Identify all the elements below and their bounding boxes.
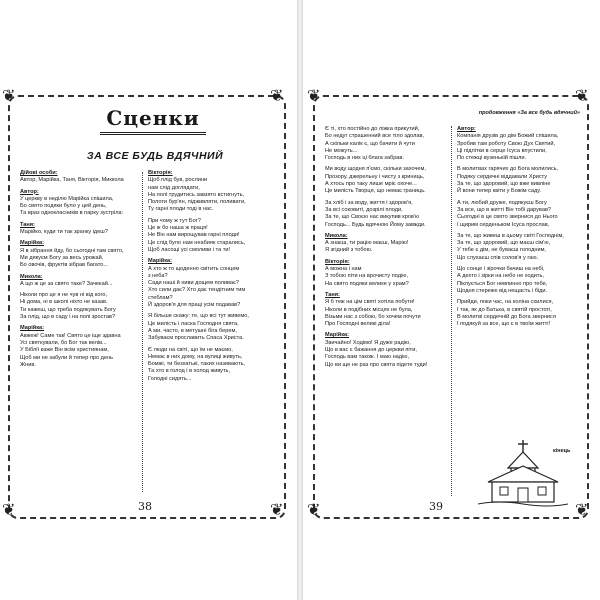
dialogue-block (148, 258, 276, 309)
speaker-name: Автор: (20, 188, 39, 195)
verse-line: Це слід було нам неабияк старались, (148, 239, 246, 246)
speaker-name: Микола: (20, 273, 43, 280)
verse-line: Прозору, джерельну і чисту з криниць, (325, 173, 425, 180)
dialogue-block (325, 166, 447, 195)
verse-line: Я б теж на цім святі хотіла побути! (325, 299, 415, 306)
column-divider (142, 172, 143, 492)
verse-line: У Біблії каже Він всім християнам, (20, 347, 109, 354)
verse-line: І подякуй за все, що є в твоїм житті! (457, 321, 551, 328)
dialogue-block (20, 325, 138, 369)
verse-line: Щоб ми не забули й тепер про день (20, 354, 114, 361)
verse-line: Ці підлітки в серце Ісуса впустили, (457, 147, 547, 154)
dialogue-block (20, 189, 138, 218)
verse-line: У тебе є дім, не буваєш голодним, (457, 247, 546, 254)
dialogue-block (325, 292, 447, 328)
verse-line: Ніколи в подібних місцях не була, (325, 306, 413, 313)
speaker-name: Марійка: (20, 325, 45, 332)
verse-line: Звичайно! Ходімо! Я дуже радію, (325, 339, 411, 346)
verse-line: При чому ж тут Бог? (148, 217, 201, 224)
verse-line: А можна і нам (325, 266, 362, 273)
verse-line: Голодні сидять... (148, 375, 192, 382)
verse-line: Забуваєм прославить Спаса Христа. (148, 335, 244, 342)
dialogue-block (148, 347, 276, 383)
dialogue-block (457, 233, 585, 262)
verse-line: В молитві сердечній до Бога звернися (457, 313, 556, 320)
verse-line: Що ви ще не раз про свята підете туди! (325, 361, 428, 368)
dialogue-block (20, 170, 138, 185)
dialogue-block (457, 126, 585, 162)
verse-line: Це милість і ласка Господня свята, (148, 320, 239, 327)
verse-line: Господь вам також. І маю надію, (325, 354, 410, 361)
corner-flourish-icon: ❦ (575, 500, 589, 519)
dialogue-block (457, 200, 585, 229)
verse-line: На свято подяки велике у храм? (325, 280, 409, 287)
dialogue-block (20, 292, 138, 321)
dialogue-block (20, 240, 138, 269)
dialogue-block (325, 200, 447, 229)
scene-subtitle: ЗА ВСЕ БУДЬ ВДЯЧНИЙ (86, 150, 224, 162)
verse-line: Не Він нам вирощував гарні плоди! (148, 232, 240, 239)
speaker-name: Вікторія: (325, 258, 350, 265)
verse-line: А що ж це за свято таке? Зачекай... (20, 280, 113, 287)
verse-line: Марійко, куди ти так зранку ідеш? (20, 229, 108, 236)
verse-line: Немає в них дому, на вулиці живуть, (148, 353, 243, 360)
verse-line: Авжеж! Саме так! Свято це іще здавна (20, 332, 121, 339)
verse-line: Господь... Будь вдячною Йому завжди. (325, 221, 426, 228)
verse-line: Хто сили дає? Хто дає тендітним тим (148, 287, 246, 294)
left-column-1 (20, 170, 138, 373)
left-page (0, 0, 297, 600)
verse-line: Автор, Марійка, Таня, Вікторія, Миккола (20, 177, 124, 184)
verse-line: Жнив. (20, 361, 36, 368)
verse-line: Ніколи про це я не чув ні від кого, (20, 292, 108, 299)
verse-line: Щоб плід був, рослини (148, 177, 208, 184)
verse-line: Ту гарні плоди тоді в нас. (148, 206, 214, 213)
verse-line: А знаєш, ти рацію маєш, Марію! (325, 240, 409, 247)
verse-line: За хліб і за воду, життя і здоров'я, (325, 199, 413, 206)
verse-line: Зробив там роботу Свою Дух Святий, (457, 140, 556, 147)
speaker-name: Марійка: (148, 258, 173, 265)
verse-line: Не можуть... (325, 147, 358, 154)
right-column-2 (457, 126, 585, 332)
corner-flourish-icon: ❦ (270, 500, 284, 519)
column-divider (451, 126, 452, 496)
page-number: 39 (429, 500, 443, 513)
verse-line: За те, що живеш в цьому світі Господнім, (457, 232, 564, 239)
right-page (303, 0, 600, 600)
verse-line: Бо свято подяки було у цей день, (20, 203, 107, 210)
verse-line: стеблам? (148, 294, 173, 301)
ending-label: кінець (553, 448, 571, 454)
continuation-note: продовження «За все будь вдячний» (478, 110, 580, 116)
verse-line: А скільки калік є, що бачити й чути (325, 140, 415, 147)
verse-line: За те, що здоровий, що вже вивліне (457, 181, 551, 188)
dialogue-block (325, 259, 447, 288)
dialogue-block (325, 126, 447, 162)
verse-line: Сьогодні в це свято звернися до Нього (457, 214, 558, 221)
verse-line: Й вони тепер квіти у Божім саду. (457, 188, 542, 195)
dialogue-block (325, 233, 447, 255)
church-illustration (478, 438, 571, 508)
verse-line: Ми дякуєм Богу за весь урожай, (20, 254, 104, 261)
verse-line: Я більше скажу: те, що всі тут живемо, (148, 313, 249, 320)
verse-line: Бо недуг страшенний все тіло здолав, (325, 133, 424, 140)
verse-line: Прийди, поки час, на коліна схилися, (457, 299, 554, 306)
verse-line: А ми, часто, в метушні біга берем, (148, 327, 237, 334)
speaker-name: Дійові особи: (20, 170, 58, 176)
corner-flourish-icon: ❦ (2, 86, 16, 105)
verse-line: За те, що Своєю нас викупив кров'ю (325, 214, 420, 221)
verse-line: По стежці вузенькій пішли. (457, 155, 527, 162)
verse-line: Щодня стереже від нещасть і біди. (457, 287, 548, 294)
dialogue-block (148, 313, 276, 342)
verse-line: А хто ж то щоденно світить сонцем (148, 265, 240, 272)
dialogue-block (148, 170, 276, 214)
dialogue-block (325, 332, 447, 368)
verse-line: Є ті, хто постійно до ліжка прикутий, (325, 126, 420, 132)
verse-line: Бо овочів, фруктів зібрав багато... (20, 262, 108, 269)
verse-line: За все, що в житті Він тобі дарував? (457, 206, 552, 213)
verse-line: Про Господні великі діла! (325, 321, 391, 328)
verse-line: З тобою піти на врочисту подію, (325, 273, 409, 280)
verse-line: І щирим серденьком Ісуса прослав, (457, 221, 550, 228)
corner-flourish-icon: ❦ (307, 500, 321, 519)
dialogue-block (457, 299, 585, 328)
verse-line: Є люди на світі, що їм не маємо, (148, 346, 233, 353)
verse-line: Це милість Творця, що немає границь. (325, 188, 426, 195)
verse-line: Господь в них ці блага забрав. (325, 155, 404, 162)
verse-line: Що слухаєш спів солов'я у гаю. (457, 254, 539, 261)
verse-line: Що в вас є бажання до церкви піти, (325, 347, 417, 354)
corner-flourish-icon: ❦ (270, 86, 284, 105)
dialogue-block (457, 166, 585, 195)
verse-line: Усі святкували, бо Бог так велів... (20, 339, 107, 346)
verse-line: Ні дома, ні в школі ніхто не казав. (20, 299, 108, 306)
verse-line: А ти, любий друже, подякуєш Богу (457, 199, 547, 206)
verse-line: Ми воду щодня п'ємо, скільки захочем, (325, 166, 426, 173)
verse-line: А хтось про таку лише мріє охоче... (325, 181, 417, 188)
verse-line: І так, як до Батька, в святій простоті, (457, 306, 552, 313)
page-number: 38 (138, 500, 152, 513)
verse-line: Й здоров'я для праці усім подавав? (148, 302, 241, 309)
verse-line: Візьми нас з собою, бо хочем почути (325, 313, 421, 320)
verse-line: Я згідний з тобою. (325, 247, 373, 254)
left-column-2 (148, 170, 276, 387)
verse-line: з неба? (148, 272, 168, 279)
verse-line: Це ж бо наша ж праця! (148, 225, 208, 232)
corner-flourish-icon: ❦ (2, 500, 16, 519)
verse-line: нам слід доглядати, (148, 184, 200, 191)
verse-line: Ти кажеш, що треба подякувать Богу (20, 306, 116, 313)
verse-line: За плід, що в саду і на полі зростав? (20, 314, 116, 321)
verse-line: Та хто в голод і в холод живуть, (148, 368, 231, 375)
verse-line: Подяку сердечні віддавали Христу (457, 173, 548, 180)
speaker-name: Марійка: (20, 240, 45, 247)
speaker-name: Микола: (325, 232, 348, 239)
page-title: Сценки (106, 106, 200, 130)
speaker-name: Марійка: (325, 332, 350, 339)
verse-line: Щоб ласощі усі смоливи і та ти! (148, 246, 231, 253)
dialogue-block (20, 222, 138, 237)
dialogue-block (20, 274, 138, 289)
verse-line: За всі соковиті, дозрілі плоди, (325, 206, 403, 213)
verse-line: У церкву в неділю Марійка спішила, (20, 195, 114, 202)
speaker-name: Таня: (20, 221, 35, 228)
verse-line: А дехто і зірки на небо не ходить, (457, 273, 544, 280)
verse-line: Сади наші й ниви дощем поливає? (148, 280, 239, 287)
verse-line: Що сонце і зірочки бачиш на небі, (457, 266, 545, 273)
corner-flourish-icon: ❦ (575, 86, 589, 105)
verse-line: За те, що здоровий, що маєш сім'ю, (457, 240, 551, 247)
speaker-name: Автор: (457, 126, 476, 132)
verse-line: В молитвах гарячих до Бога молились, (457, 166, 559, 173)
title-banner (100, 106, 206, 135)
verse-line: Полоти бур'ян, підживляти, поливати, (148, 199, 246, 206)
verse-line: Я в зібрання йду, бо сьогодні там свято, (20, 247, 124, 254)
verse-line: Компанія друзів до дім Божий спішила, (457, 133, 559, 140)
verse-line: Та враз однокласників в парку зустріла: (20, 210, 124, 217)
verse-line: Бомжі, ти безхатькі, таких називають, (148, 361, 246, 368)
verse-line: Піклується Бог невпинно про тебе, (457, 280, 548, 287)
speaker-name: Вікторія: (148, 170, 173, 176)
dialogue-block (457, 266, 585, 295)
verse-line: На полі трудитись завзято встигнуть, (148, 191, 245, 198)
right-column-1 (325, 126, 447, 373)
corner-flourish-icon: ❦ (307, 86, 321, 105)
dialogue-block (148, 218, 276, 254)
speaker-name: Таня: (325, 291, 340, 298)
